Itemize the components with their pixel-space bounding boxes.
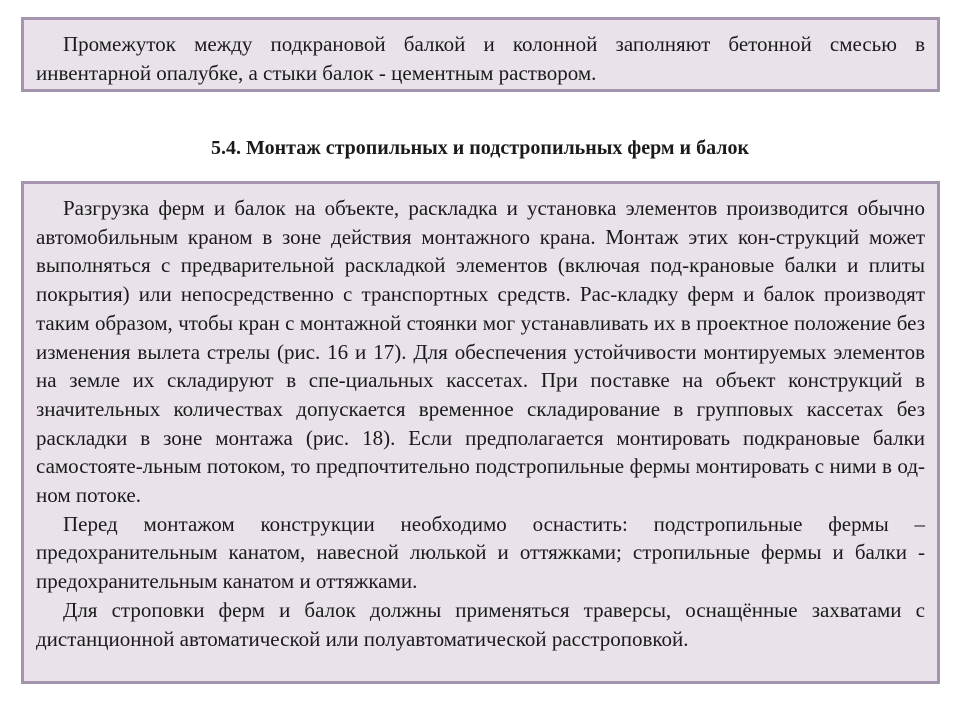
main-paragraph-2: Перед монтажом конструкции необходимо оснастить: подстропильные фермы – предохранительным канатом, навесной люлькой и оттяжками; стропильные фермы и балки - предохранительным канатом и оттяжками. xyxy=(36,511,925,594)
section-heading: 5.4. Монтаж стропильных и подстропильных ферм и балок xyxy=(211,137,749,159)
top-text-box xyxy=(21,17,940,92)
main-text-box xyxy=(21,181,940,684)
main-paragraph-1: Разгрузка ферм и балок на объекте, раскладка и установка элементов производится обычно автомобильным краном в зоне действия монтажного крана. Монтаж этих кон-струкций может выполняться с предварительной раскладкой элементов (включая под-крановые балки и плиты покрытия) или непосредственно с транспортных средств. Рас-кладку ферм и балок производят таким образом, чтобы кран с монтажной стоянки мог устанавливать их в проектное положение без изменения вылета стрелы (рис. 16 и 17). Для обеспечения устойчивости монтируемых элементов на земле их складируют в спе-циальных кассетах. При поставке на объект конструкций в значительных количествах допускается временное складирование в групповых кассетах без раскладки в зоне монтажа (рис. 18). Если предполагается монтировать подкрановые балки самостояте-льным потоком, то предпочтительно подстропильные фермы монтировать с ними в од-ном потоке. xyxy=(36,196,925,508)
top-paragraph: Промежуток между подкрановой балкой и колонной заполняют бетонной смесью в инвентарной опалубке, а стыки балок - цементным раствором. xyxy=(36,32,925,85)
main-paragraph-3: Для строповки ферм и балок должны применяться траверсы, оснащённые захватами с дистанционной автоматической или полуавтоматической расстроповкой. xyxy=(36,597,925,651)
